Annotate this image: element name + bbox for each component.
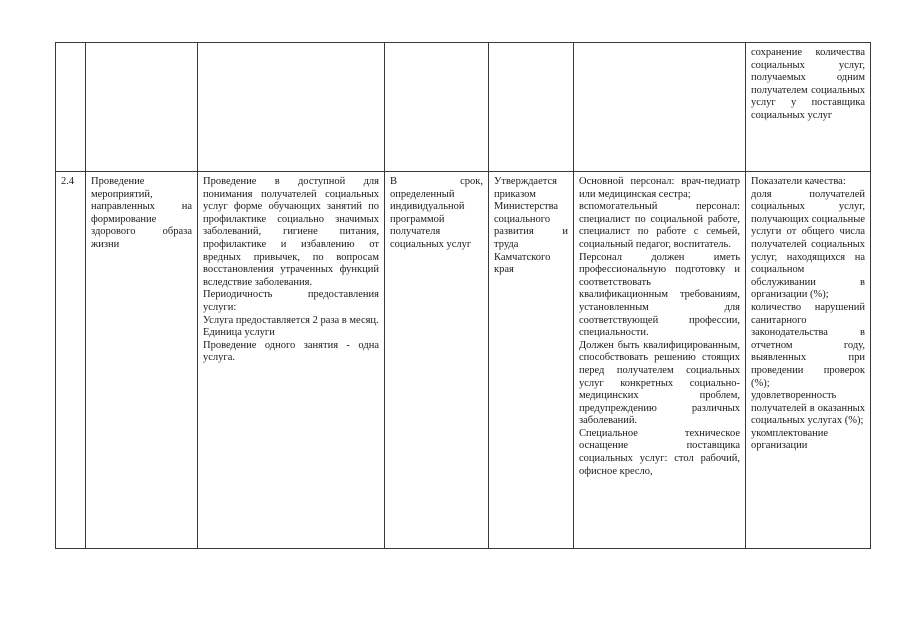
cell-conditions-empty	[574, 43, 746, 172]
indicators-paragraph-3: количество нарушений санитарного законодательства в отчетном году, выявленных при проведении проверок (%);	[751, 301, 865, 389]
indicators-paragraph-2: доля получателей социальных услуг, получающих социальные услуги от общего числа получателей социальных услуг, находящихся на социальном обслуживании в организации (%);	[751, 188, 865, 301]
cell-number-empty	[56, 43, 86, 172]
indicators-paragraph-4: удовлетворенность получателей в оказанных социальных услугах (%);	[751, 390, 865, 427]
conditions-paragraph-4: Должен быть квалифицированным, способствовать решению стоящих перед получателем социальных услуг конкретных социально-медицинских проблем, предупреждению различных заболеваний.	[579, 339, 740, 427]
cell-term	[385, 172, 489, 549]
indicators-paragraph-1: Показатели качества:	[751, 176, 846, 187]
description-paragraph-3: Услуга предоставляется 2 раза в месяц.	[203, 314, 379, 326]
service-number: 2.4	[61, 176, 75, 187]
description-paragraph-2: Периодичность предоставления услуги:	[203, 289, 379, 313]
description-paragraph-4: Единица услуги	[203, 327, 275, 339]
cell-conditions	[574, 172, 746, 549]
indicators-continued-text: сохранение количества социальных услуг, получаемых одним получателем социальных услуг у поставщика социальных услуг	[751, 47, 865, 121]
conditions-paragraph-1: Основной персонал: врач-педиатр или медицинская сестра;	[579, 176, 740, 200]
table-row-continued	[56, 43, 871, 172]
cell-number	[56, 172, 86, 549]
service-approval: Утверждается приказом Министерства социального развития и труда Камчатского края	[494, 176, 568, 276]
cell-approval-empty	[489, 43, 574, 172]
cell-indicators-continued	[746, 43, 871, 172]
cell-term-empty	[385, 43, 489, 172]
table-row-service	[56, 172, 871, 549]
description-paragraph-1: Проведение в доступной для понимания получателей социальных услуг форме обучающих занятий по профилактике социально значимых заболеваний, гигиене питания, профилактике и избавлению от вредных привычек, по вопросам восстановления утраченных функций вследствие заболевания.	[203, 176, 379, 288]
social-services-table	[55, 42, 871, 549]
indicators-paragraph-5: укомплектование организации	[751, 427, 829, 452]
cell-approval	[489, 172, 574, 549]
conditions-paragraph-5: Специальное техническое оснащение поставщика социальных услуг: стол рабочий, офисное кресло,	[579, 427, 740, 477]
service-name: Проведение мероприятий, направленных на формирование здорового образа жизни	[91, 176, 192, 250]
conditions-paragraph-2: вспомогательный персонал: специалист по социальной работе, специалист по работе с семьей, социальный педагог, воспитатель.	[579, 201, 740, 250]
cell-service-name	[86, 172, 198, 549]
cell-description-empty	[198, 43, 385, 172]
description-paragraph-5: Проведение одного занятия - одна услуга.	[203, 339, 379, 364]
cell-service-name-empty	[86, 43, 198, 172]
cell-indicators	[746, 172, 871, 549]
service-term: В срок, определенный индивидуальной программой получателя социальных услуг	[390, 176, 483, 250]
conditions-paragraph-3: Персонал должен иметь профессиональную подготовку и соответствовать квалификационным требованиям, установленным для соответствующей профессии, специальности.	[579, 251, 740, 339]
cell-description	[198, 172, 385, 549]
